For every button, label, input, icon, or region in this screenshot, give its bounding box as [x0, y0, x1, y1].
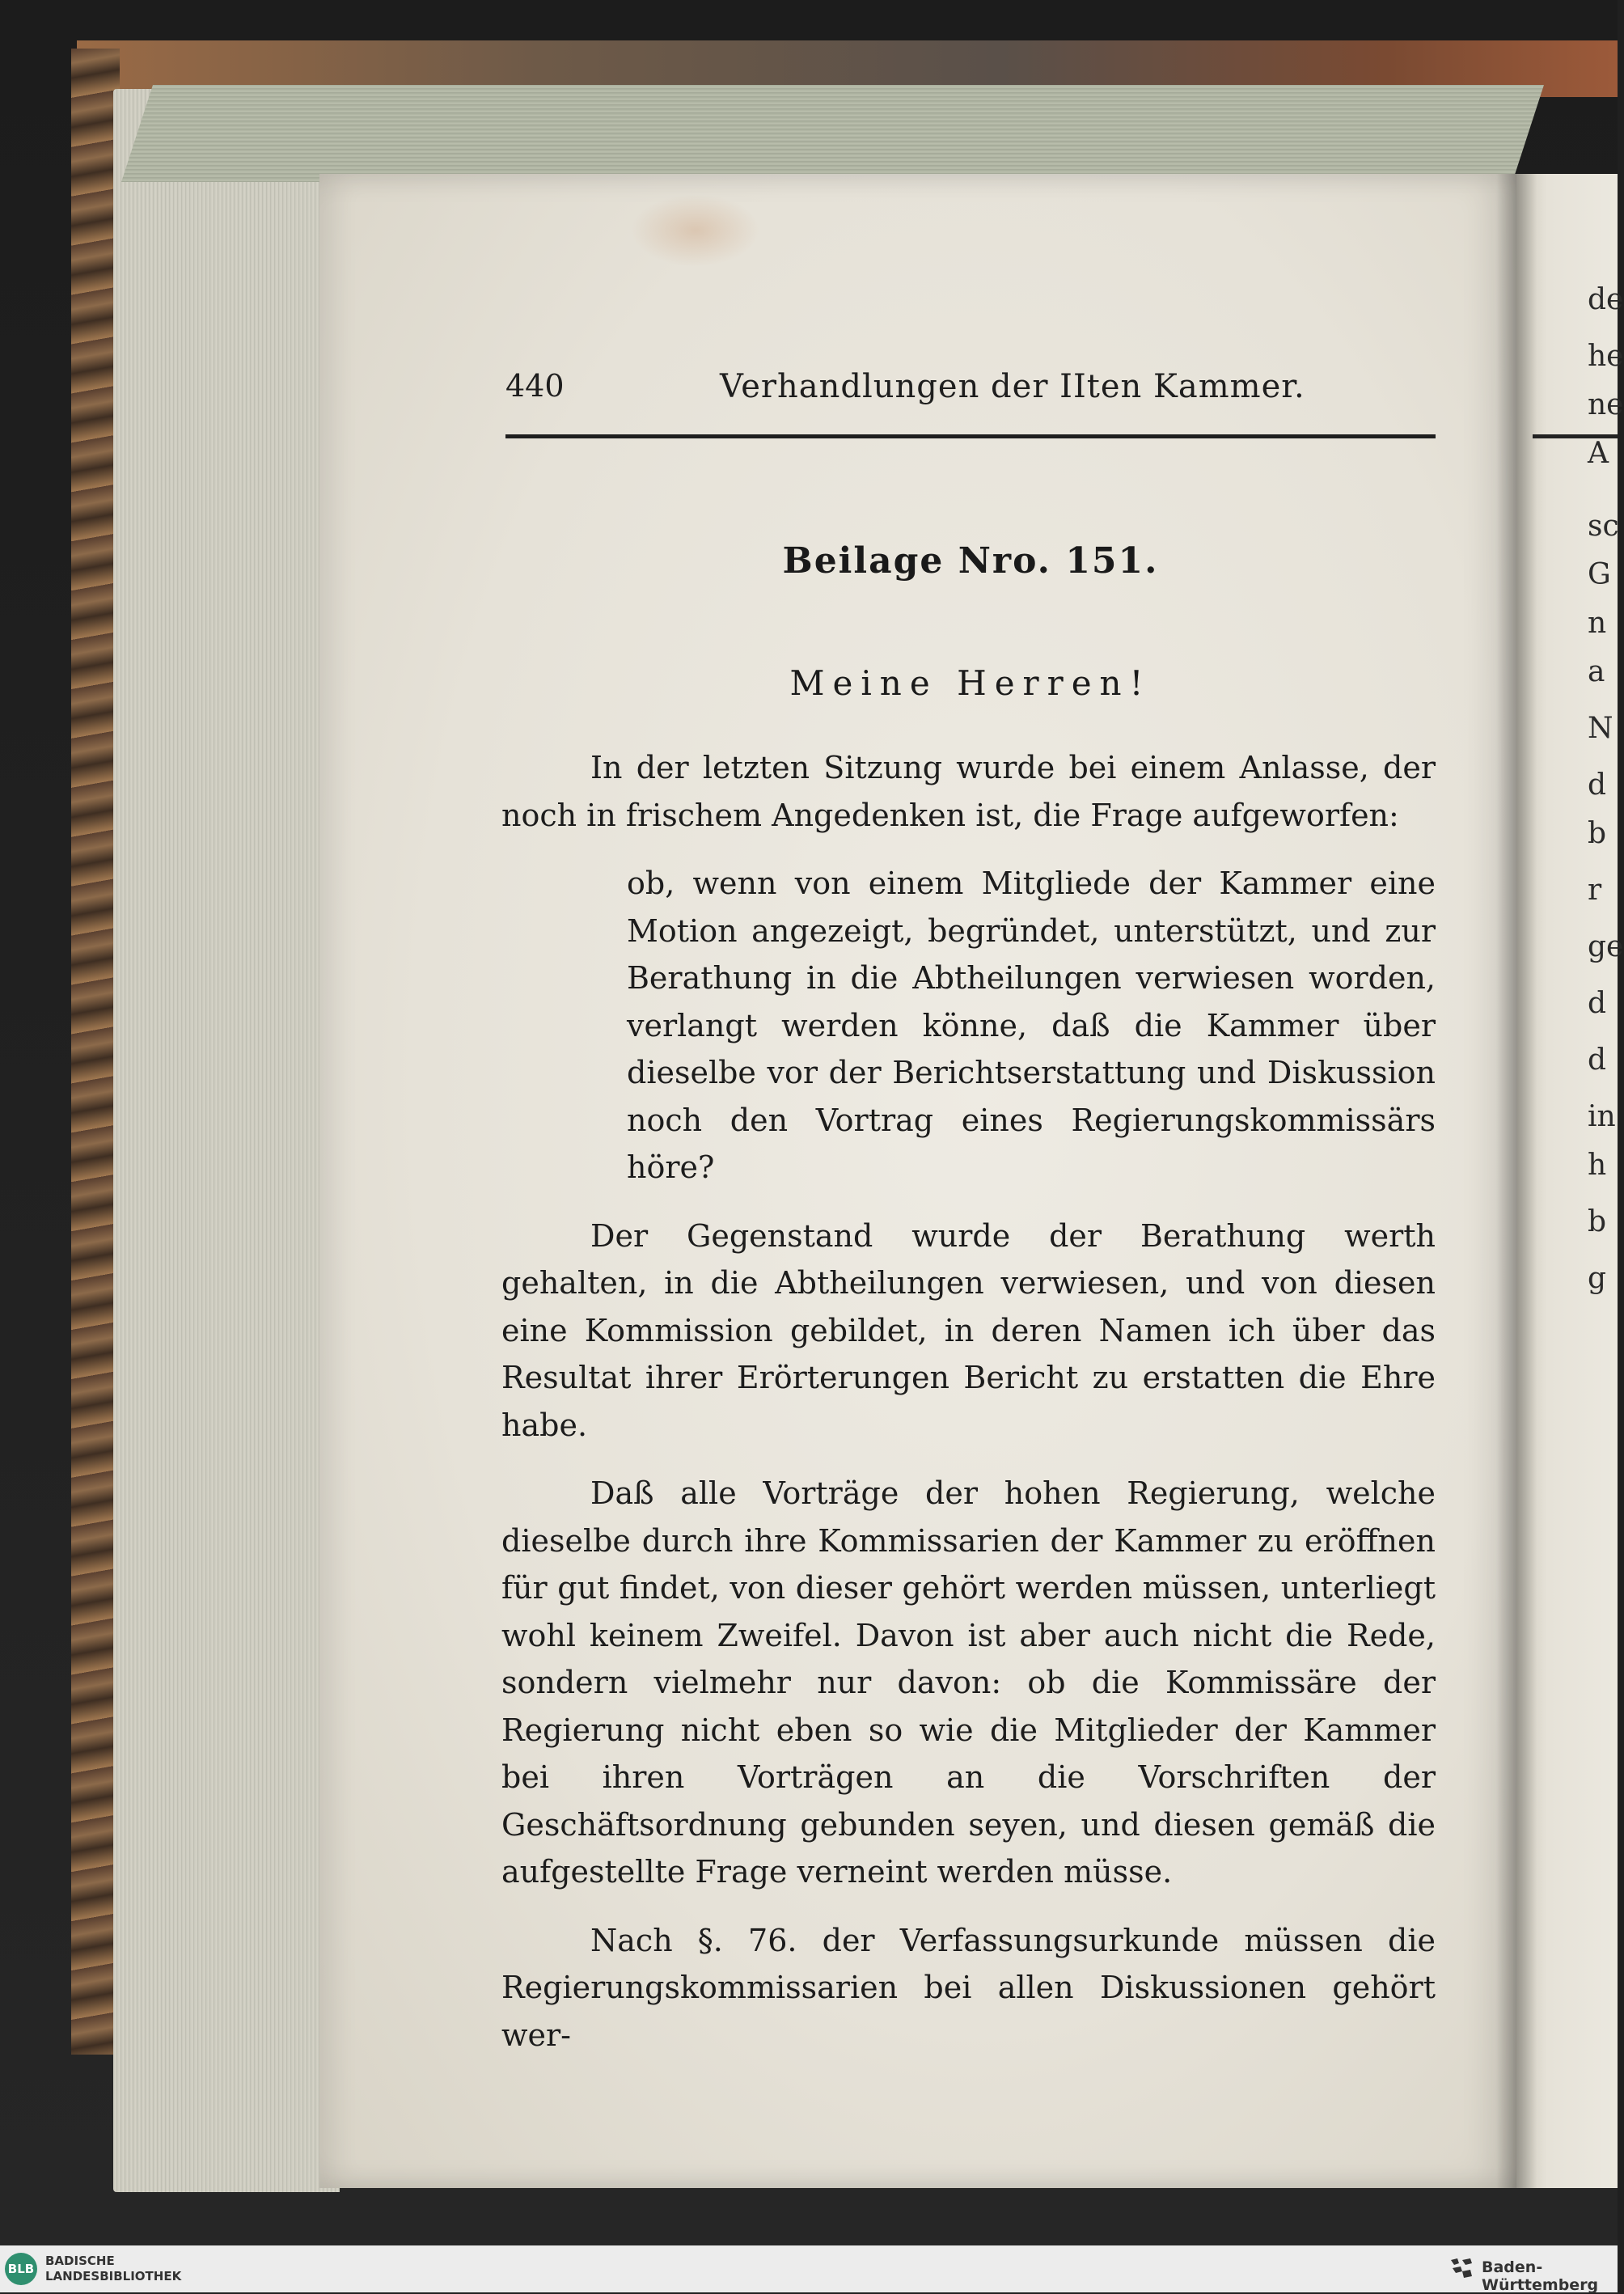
blb-logo-icon[interactable]: BLB [5, 2253, 37, 2285]
running-head-title: Verhandlungen der IIten Kammer. [720, 368, 1305, 405]
paragraph-2: Der Gegenstand wurde der Berathung werth gehalten, in die Abtheilungen verwiesen, und von diesen eine Kommission gebildet, in deren Namen ich über das Resultat ihrer Erörterungen Bericht zu erstatten die Ehre habe. [501, 1217, 1436, 1443]
next-page-fragment: d [1588, 987, 1607, 1020]
library-name-line1: BADISCHE [45, 2254, 115, 2268]
header-rule [505, 434, 1436, 438]
library-name[interactable] [45, 2254, 181, 2284]
next-page-fragment: G [1588, 558, 1611, 591]
appendix-title: Beilage Nro. 151. [782, 540, 1159, 582]
page-edges-left [113, 89, 340, 2192]
next-page-fragment: sc [1588, 510, 1619, 543]
next-page-fragment: he [1588, 340, 1624, 373]
next-page-fragment: d [1588, 1043, 1607, 1077]
next-page-fragment: n [1588, 607, 1607, 640]
viewer-footer [0, 2245, 1618, 2292]
page-number: 440 [505, 368, 565, 404]
body-text [501, 744, 1436, 2080]
next-page-fragment: g [1588, 1262, 1607, 1295]
library-name-line2: LANDESBIBLIOTHEK [45, 2269, 182, 2283]
book-cover-left [71, 49, 120, 2055]
paragraph-4: Nach §. 76. der Verfassungsurkunde müssen die Regierungskommissarien bei allen Diskussionen gehört wer- [501, 1922, 1436, 2053]
next-page-fragment: h [1588, 1149, 1607, 1182]
paragraph-question-quote: ob, wenn von einem Mitgliede der Kammer eine Motion angezeigt, begründet, unterstützt, und zur Berathung in die Abtheilungen verwiesen worden, verlangt werden könne, daß die Kammer über dieselbe vor der Berichtserstattung und Diskussion noch den Vortrag eines Regierungskommissärs höre? [627, 866, 1436, 1185]
baden-wuerttemberg-lions-icon [1448, 2255, 1475, 2283]
paper-stain [631, 194, 760, 267]
next-page-fragment: A [1588, 437, 1609, 470]
next-page-fragment: in [1588, 1100, 1616, 1133]
next-page-fragment: a [1588, 655, 1605, 688]
next-page-fragment: N [1588, 712, 1613, 745]
next-page-fragment: r [1588, 874, 1602, 907]
paragraph-1: In der letzten Sitzung wurde bei einem Anlasse, der noch in frischem Angedenken ist, die Frage aufgeworfen: [501, 750, 1436, 833]
salutation: Meine Herren! [789, 663, 1152, 703]
next-page-fragment: ge [1588, 930, 1624, 963]
next-page-fragment: b [1588, 817, 1607, 850]
next-page-fragment: ne [1588, 388, 1624, 421]
spine-shadow [1496, 174, 1537, 2188]
page-edges-top [121, 85, 1544, 182]
paragraph-3: Daß alle Vorträge der hohen Regierung, welche dieselbe durch ihre Kommissarien der Kammer zu eröffnen für gut findet, von dieser gehört werden müssen, unterliegt wohl keinem Zweifel. Davon ist aber auch nicht die Rede, sondern vielmehr nur davon: ob die Kommissäre der Regierung nicht eben so wie die Mitglieder der Kammer bei ihren Vorträgen an die Vorschriften der Geschäftsordnung gebunden seyen, und diesen gemäß die aufgestellte Frage verneint werden müsse. [501, 1475, 1436, 1890]
running-head [505, 368, 1436, 417]
next-page-fragment: b [1588, 1205, 1607, 1238]
partner-name[interactable]: Baden-Württemberg [1482, 2258, 1599, 2294]
next-page-fragment: d [1588, 768, 1607, 802]
next-page-fragment: de [1588, 283, 1624, 316]
